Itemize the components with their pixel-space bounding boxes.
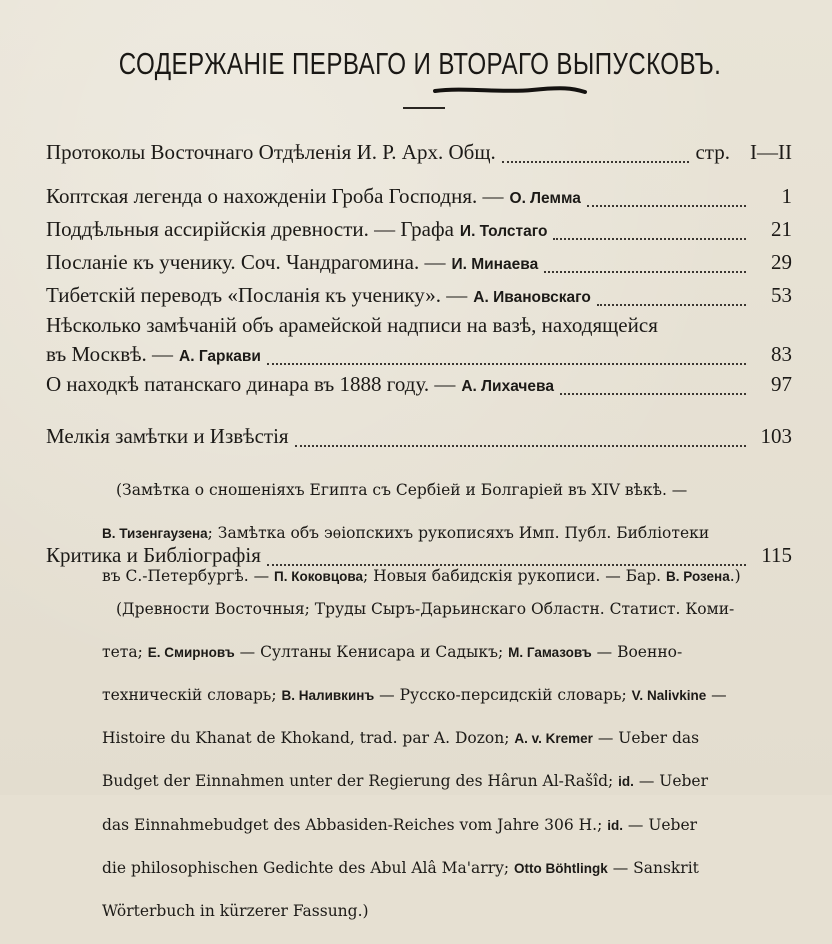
entry-title: Посланіе къ ученику. Соч. Чандрагомина. —: [46, 250, 446, 274]
entry-author: А. Ивановскаго: [473, 289, 591, 306]
dot-leader: [587, 204, 746, 207]
toc-entry-notes[interactable]: [46, 424, 792, 454]
page-number: 83: [771, 342, 792, 366]
page-number: 21: [771, 217, 792, 241]
summary-author: М. Гамазовъ: [508, 644, 592, 660]
entry-author: А. Гаркави: [179, 348, 261, 365]
page-number: 1: [781, 184, 792, 208]
toc-entry-title-line[interactable]: Нѣсколько замѣчаній объ арамейской надписи на вазѣ, находящейся: [46, 313, 658, 337]
toc-entry[interactable]: [46, 250, 792, 280]
entry-title: О находкѣ патанскаго динара въ 1888 году. —: [46, 372, 456, 396]
summary-author: id.: [618, 774, 634, 790]
criticism-summary: [102, 577, 792, 944]
summary-line: die philosophischen Gedichte des Abul Alâ Ma'arry; Otto Böhtlingk — Sanskrit: [102, 858, 699, 877]
entry-title-continuation: въ Москвѣ. —: [46, 342, 174, 366]
toc-entry[interactable]: [46, 372, 792, 402]
summary-author: В. Наливкинъ: [281, 687, 375, 703]
toc-entry[interactable]: [46, 184, 792, 214]
summary-line: Histoire du Khanat de Khokand, trad. par A. Dozon; A. v. Kremer — Ueber das: [102, 729, 700, 748]
underline-mark: [432, 82, 588, 98]
summary-line: тета; Е. Смирновъ — Султаны Кенисара и Садыкъ; М. Гамазовъ — Военно-: [102, 642, 683, 661]
dot-leader: [553, 237, 746, 240]
entry-title: Тибетскій переводъ «Посланія къ ученику». —: [46, 283, 468, 307]
dot-leader: [295, 444, 746, 447]
summary-author: В. Розена: [666, 568, 730, 584]
dot-leader: [502, 160, 690, 163]
summary-author: П. Коковцова: [274, 568, 364, 584]
summary-author: В. Тизенгаузена: [102, 525, 208, 541]
summary-line: въ С.-Петербургѣ. — П. Коковцова; Новыя бабидскія рукописи. — Бар. В. Розена.): [102, 566, 741, 585]
entry-author: И. Минаева: [451, 256, 539, 273]
summary-line: Budget der Einnahmen unter der Regierung des Hârun Al-Rašîd; id. — Ueber: [102, 772, 709, 791]
page-number: 97: [771, 372, 792, 396]
page-heading: СОДЕРЖАНІЕ ПЕРВАГО И ВТОРАГО ВЫПУСКОВЪ.: [118, 46, 722, 81]
page-number: 115: [761, 543, 792, 567]
entry-title: Протоколы Восточнаго Отдѣленія И. Р. Арх. Общ.: [46, 140, 496, 164]
heading-divider: [403, 107, 445, 109]
page-number: 103: [760, 424, 792, 448]
summary-line: В. Тизенгаузена; Замѣтка объ эѳіопскихъ рукописяхъ Имп. Публ. Библіотеки: [102, 523, 710, 542]
entry-author: О. Лемма: [509, 190, 581, 207]
summary-line: техническій словарь; В. Наливкинъ — Русско-персидскій словарь; V. Nalivkine —: [102, 685, 727, 704]
dot-leader: [267, 563, 746, 566]
summary-author: A. v. Kremer: [514, 731, 593, 747]
summary-line: (Древности Восточныя; Труды Сыръ-Дарьинскаго Областн. Статист. Коми-: [116, 599, 735, 618]
entry-title: Поддѣльныя ассирійскія древности. — Графа: [46, 217, 454, 241]
summary-author: V. Nalivkine: [631, 687, 707, 703]
toc-entry[interactable]: [46, 342, 792, 372]
entry-title: Критика и Библіографія: [46, 543, 261, 567]
entry-title: Мелкія замѣтки и Извѣстія: [46, 424, 289, 448]
dot-leader: [597, 303, 746, 306]
summary-author: Otto Böhtlingk: [514, 860, 608, 876]
entry-title: Коптская легенда о нахожденіи Гроба Господня. —: [46, 184, 504, 208]
page-number: 29: [771, 250, 792, 274]
page-prefix: стр.: [695, 140, 730, 164]
entry-author: И. Толстаго: [459, 223, 548, 240]
dot-leader: [560, 392, 746, 395]
page-number: 53: [771, 283, 792, 307]
toc-entry-protocols[interactable]: [46, 140, 792, 170]
dot-leader: [544, 270, 746, 273]
summary-line: Wörterbuch in kürzerer Fassung.): [102, 901, 369, 920]
toc-entry[interactable]: [46, 283, 792, 313]
summary-line: das Einnahmebudget des Abbasiden-Reiches vom Jahre 306 H.; id. — Ueber: [102, 815, 698, 834]
toc-entry-criticism[interactable]: [46, 543, 792, 573]
summary-author: id.: [607, 817, 623, 833]
page-number: I—II: [750, 140, 792, 164]
entry-author: А. Лихачева: [461, 378, 554, 395]
dot-leader: [267, 362, 746, 365]
toc-entry[interactable]: [46, 217, 792, 247]
summary-line: (Замѣтка о сношеніяхъ Египта съ Сербіей и Болгаріей въ XIV вѣкѣ. —: [116, 480, 688, 499]
summary-author: Е. Смирновъ: [147, 644, 235, 660]
